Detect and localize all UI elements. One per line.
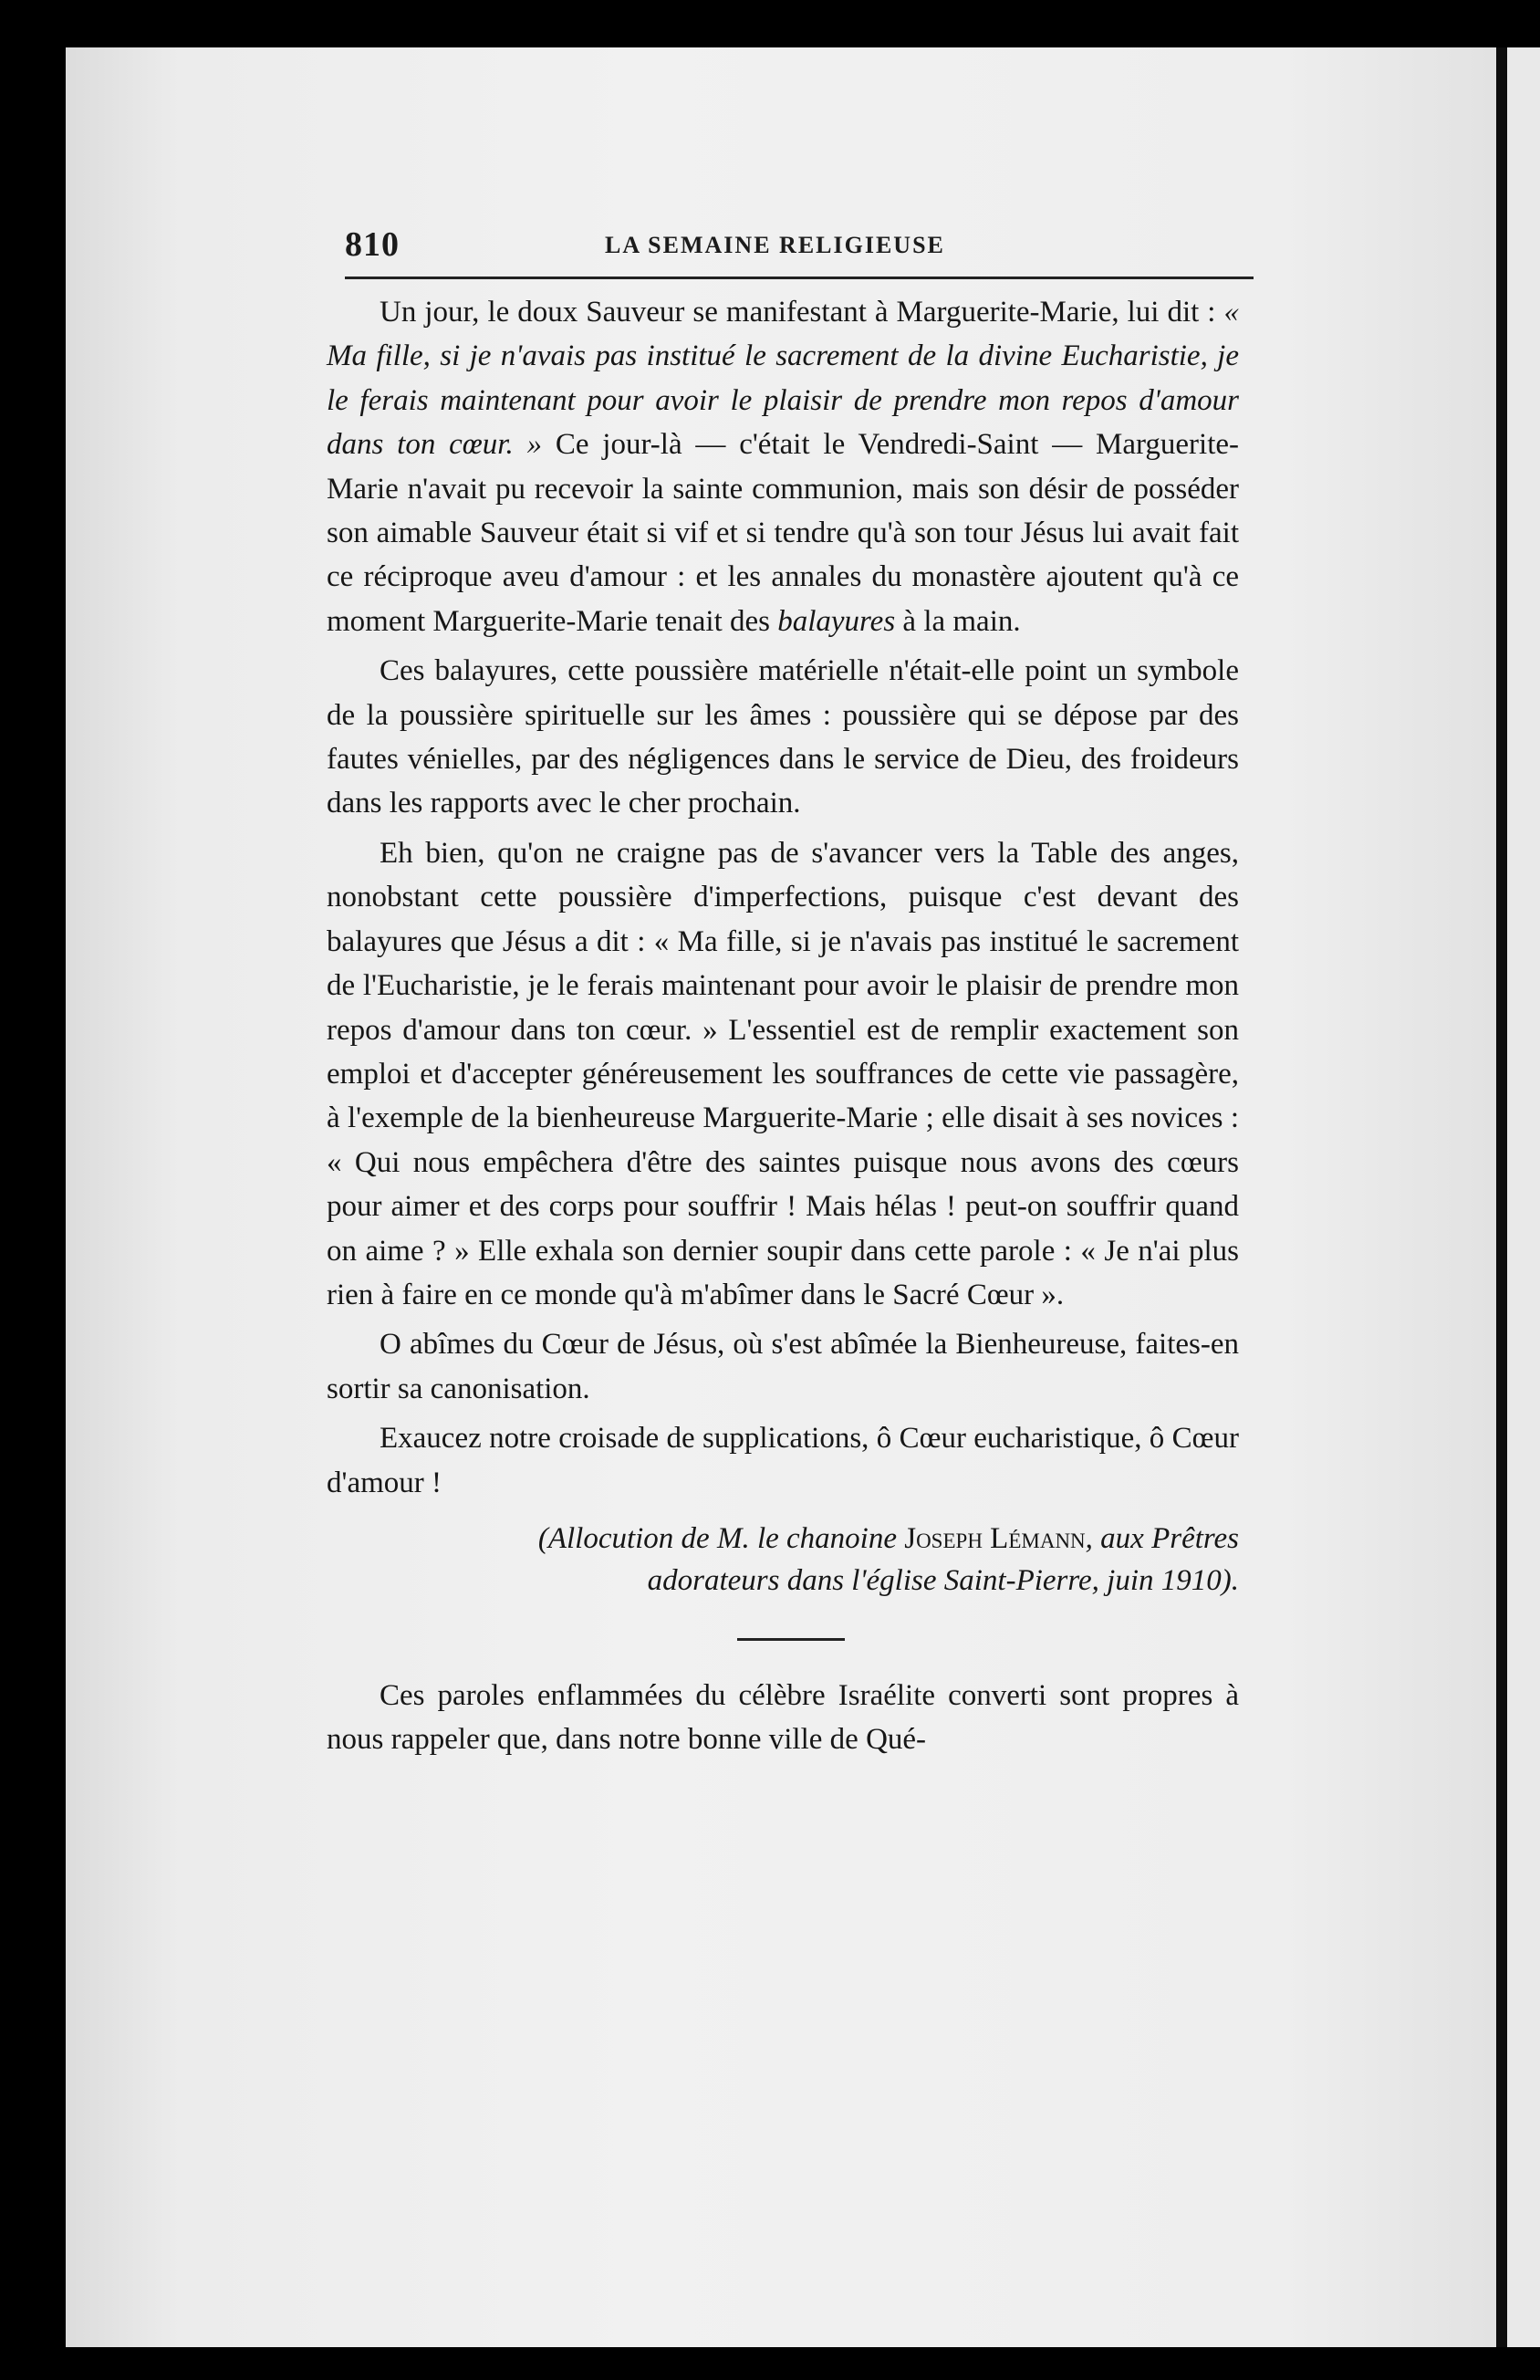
- paragraph-3: Eh bien, qu'on ne craigne pas de s'avancer vers la Table des anges, nonobstant cette poussière d'imperfections, puisque c'est devant des balayures que Jésus a dit : « Ma fille, si je n'avais pas institué le sacrement de l'Eucharistie, je le ferais maintenant pour avoir le plaisir de prendre mon repos d'amour dans ton cœur. » L'essentiel est de remplir exactement son emploi et d'accepter généreusement les souffrances de cette vie passagère, à l'exemple de la bienheureuse Marguerite-Marie ; elle disait à ses novices : « Qui nous empêchera d'être des saintes puisque nous avons des cœurs pour aimer et des corps pour souffrir ! Mais hélas ! peut-on souffrir quand on aime ? » Elle exhala son dernier soupir dans cette parole : « Je n'ai plus rien à faire en ce monde qu'à m'abîmer dans le Sacré Cœur ».: [327, 836, 1239, 1311]
- citation: [327, 1518, 1239, 1602]
- article-body: [327, 290, 1239, 1762]
- citation-venue: , aux Prêtres: [1085, 1521, 1239, 1555]
- paragraph-2: Ces balayures, cette poussière matérielle n'était-elle point un symbole de la poussière spirituelle sur les âmes : poussière qui se dépose par des fautes vénielles, par des négligences dans le service de Dieu, des froideurs dans les rapports avec le cher prochain.: [327, 654, 1239, 820]
- citation-author: Joseph Lémann: [904, 1521, 1086, 1555]
- paragraph-1: [327, 290, 1239, 643]
- facing-page-strip: [1507, 47, 1540, 2347]
- page-gutter-edge: [1496, 47, 1507, 2347]
- paragraph-1-end: à la main.: [895, 604, 1021, 638]
- paragraph-1-narration: Ce jour-là — c'était le Vendredi-Saint — Marguerite-Marie n'avait pu recevoir la sainte communion, mais son désir de posséder son aimable Sauveur était si vif et si tendre qu'à son tour Jésus lui avait fait ce réciproque aveu d'amour : et les annales du monastère ajoutent qu'à ce moment Marguerite-Marie tenait des: [327, 428, 1239, 638]
- running-head: [345, 224, 1248, 279]
- paragraph-5: Exaucez notre croisade de supplications, ô Cœur eucharistique, ô Cœur d'amour !: [327, 1422, 1239, 1499]
- citation-intro: (Allocution de M. le chanoine: [537, 1521, 905, 1555]
- section-divider: [737, 1638, 845, 1641]
- citation-place-date: adorateurs dans l'église Saint-Pierre, juin 1910).: [647, 1563, 1239, 1597]
- paragraph-6: Ces paroles enflammées du célèbre Israélite converti sont propres à nous rappeler que, dans notre bonne ville de Qué-: [327, 1678, 1239, 1757]
- page-number: 810: [345, 225, 400, 264]
- journal-title: LA SEMAINE RELIGIEUSE: [605, 232, 945, 258]
- paragraph-4: O abîmes du Cœur de Jésus, où s'est abîmée la Bienheureuse, faites-en sortir sa canonisation.: [327, 1328, 1239, 1405]
- paragraph-1-emphasis: balayures: [777, 604, 896, 638]
- header-rule: [345, 277, 1254, 279]
- paragraph-1-intro: Un jour, le doux Sauveur se manifestant à Marguerite-Marie, lui dit :: [380, 296, 1224, 329]
- paragraph-1-quote: « Ma fille, si je n'avais pas institué le sacrement de la divine Eucharistie, je le ferais maintenant pour avoir le plaisir de prendre mon repos d'amour dans ton cœur. »: [327, 296, 1239, 462]
